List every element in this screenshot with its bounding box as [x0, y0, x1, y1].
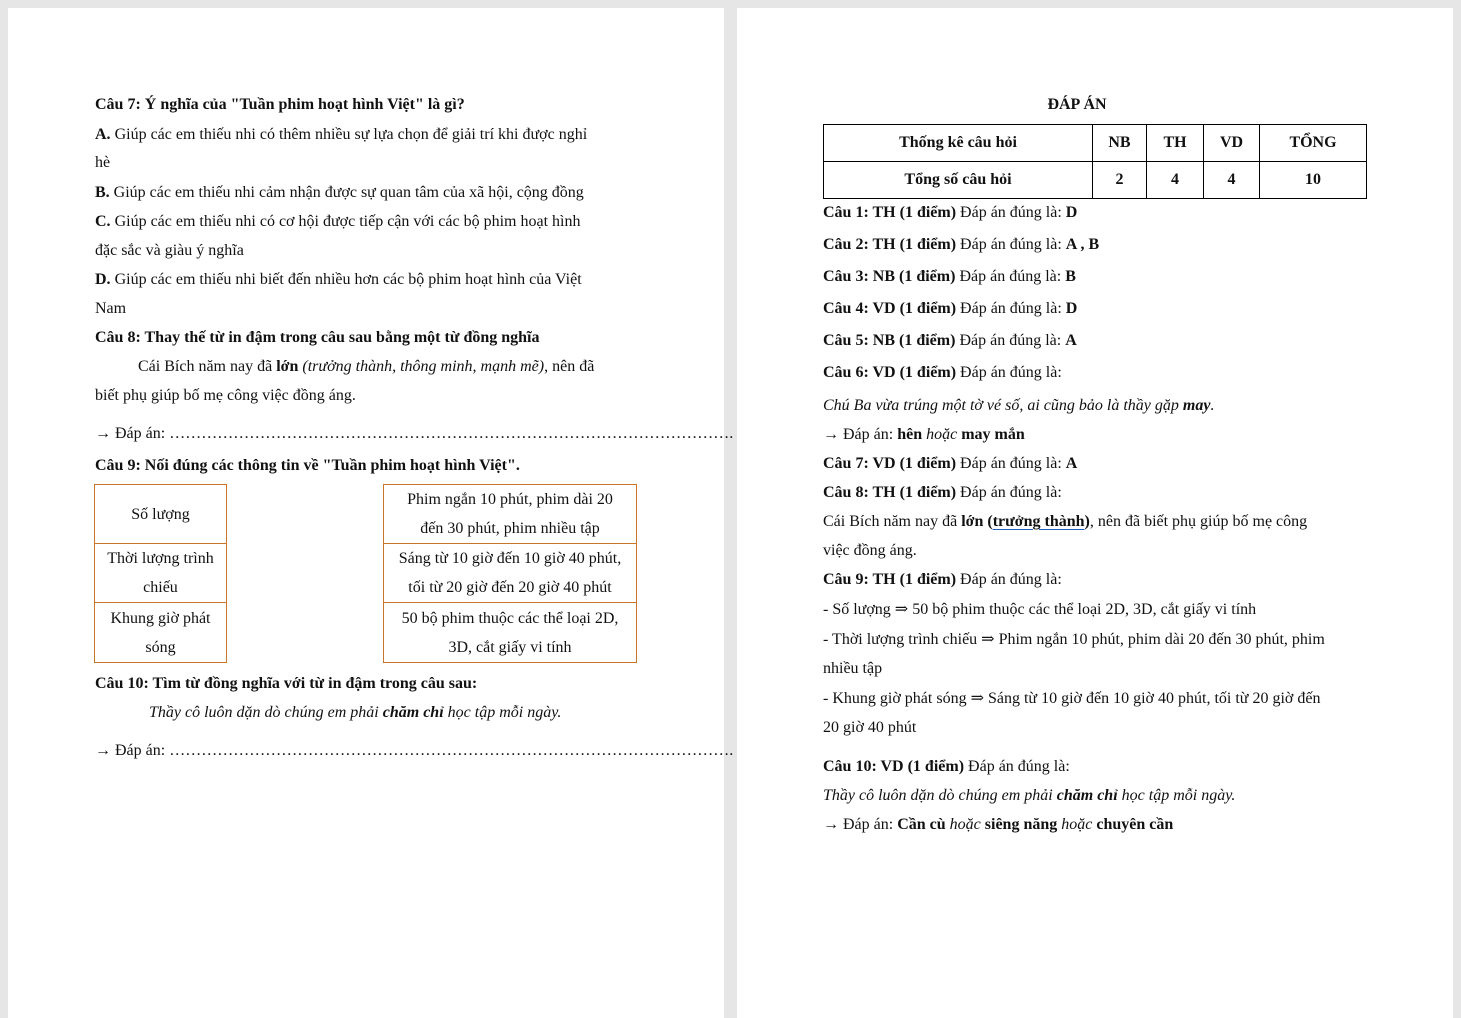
q7-option-c	[95, 212, 580, 232]
answer-text: Đáp án đúng là:	[956, 484, 1062, 501]
answer-text: Đáp án đúng là:	[956, 300, 1066, 317]
answer-value: D	[1065, 204, 1078, 221]
answer-value: A	[1065, 455, 1078, 472]
q6-text-tail: .	[1210, 397, 1215, 414]
answer-q5	[823, 331, 1077, 351]
q10-answer-3: chuyên cần	[1096, 816, 1174, 833]
q9-right-item[interactable]	[383, 602, 637, 663]
q8-answer-line	[95, 424, 733, 444]
q10-answer-label: → Đáp án:	[823, 816, 898, 833]
q8-text: Cái Bích năm nay đã	[138, 358, 277, 375]
q7-b-label: B.	[95, 184, 110, 201]
stats-header-cell: TH	[1147, 125, 1204, 162]
q9-right-item-line2: 3D, cắt giấy vi tính	[448, 638, 572, 656]
q7-a-text: Giúp các em thiếu nhi có thêm nhiều sự lựa chọn để giải trí khi được nghỉ	[110, 126, 588, 143]
q9-right-item-line1: Phim ngắn 10 phút, phim dài 20	[407, 491, 613, 508]
answer-label: Câu 6: VD (1 điểm)	[823, 364, 957, 381]
answer-text: Đáp án đúng là:	[956, 204, 1066, 221]
q9-left-item-line2: sóng	[145, 638, 176, 656]
q7-d-text: Giúp các em thiếu nhi biết đến nhiều hơn các bộ phim hoạt hình của Việt	[110, 271, 582, 288]
q6-answer-label: → Đáp án:	[823, 426, 898, 443]
answer-label: Câu 9: TH (1 điểm)	[823, 571, 957, 588]
q8-bold-word: lớn	[276, 358, 299, 375]
q9-right-item-line1: 50 bộ phim thuộc các thể loại 2D,	[401, 609, 619, 627]
q10-text: Thầy cô luôn dặn dò chúng em phải	[823, 787, 1057, 804]
question-8-title: Câu 8: Thay thế từ in đậm trong câu sau bằng một từ đồng nghĩa	[95, 329, 540, 346]
stats-cell: Tổng số câu hỏi	[824, 162, 1093, 199]
q6-or: hoặc	[922, 426, 962, 443]
q8-sentence	[138, 357, 594, 377]
q7-c-continuation: đặc sắc và giàu ý nghĩa	[95, 242, 244, 259]
q6-answer-2: may mắn	[961, 426, 1025, 443]
question-7-title: Câu 7: Ý nghĩa của "Tuần phim hoạt hình Việt" là gì?	[95, 96, 465, 113]
q9-right-item-line2: tối từ 20 giờ đến 20 giờ 40 phút	[408, 579, 612, 596]
stats-cell: 10	[1260, 162, 1367, 199]
answer-text: Đáp án đúng là:	[955, 268, 1066, 285]
q10-answer-sentence	[823, 786, 1235, 806]
q9-left-item-line1: Số lượng	[131, 505, 190, 523]
q9-left-item-line1: Khung giờ phát	[110, 609, 211, 627]
answer-value: A	[1065, 332, 1077, 349]
stats-header-cell: VD	[1204, 125, 1260, 162]
answer-text: Đáp án đúng là:	[956, 455, 1066, 472]
q10-answer-1: Cần cù	[897, 816, 946, 833]
q9-match-3: - Khung giờ phát sóng ⇒ Sáng từ 10 giờ đến 10 giờ 40 phút, tối từ 20 giờ đến	[823, 690, 1321, 707]
q9-match-1: - Số lượng ⇒ 50 bộ phim thuộc các thể loại 2D, 3D, cắt giấy vi tính	[823, 601, 1257, 618]
q8-answer-label: → Đáp án:	[95, 425, 170, 442]
q7-d-label: D.	[95, 271, 111, 288]
q10-answer-line	[95, 741, 733, 761]
q7-b-text: Giúp các em thiếu nhi cảm nhận được sự quan tâm của xã hội, cộng đồng	[109, 184, 584, 201]
q10-answer-2: siêng năng	[984, 816, 1058, 833]
q9-right-item-line1: Sáng từ 10 giờ đến 10 giờ 40 phút,	[398, 550, 622, 567]
answer-q1	[823, 203, 1077, 223]
q9-match-3-continuation: 20 giờ 40 phút	[823, 719, 917, 736]
q9-right-item[interactable]	[383, 543, 637, 603]
q9-right-item[interactable]	[383, 484, 637, 544]
question-10-title: Câu 10: Tìm từ đồng nghĩa với từ in đậm trong câu sau:	[95, 675, 478, 692]
q9-left-item[interactable]	[94, 543, 227, 603]
answer-key-heading: ĐÁP ÁN	[1047, 96, 1107, 113]
answer-label: Câu 8: TH (1 điểm)	[823, 484, 957, 501]
q9-left-item[interactable]	[94, 484, 227, 544]
stats-cell: 4	[1204, 162, 1260, 199]
stats-header-row	[824, 125, 1367, 162]
q9-match-2-continuation: nhiều tập	[823, 660, 883, 677]
q6-sentence	[823, 396, 1214, 416]
q7-option-d	[95, 270, 582, 290]
answer-label: Câu 5: NB (1 điểm)	[823, 332, 956, 349]
answer-text: Đáp án đúng là:	[956, 364, 1062, 381]
q8-text-tail: , nên đã	[544, 358, 595, 375]
answer-label: Câu 4: VD (1 điểm)	[823, 300, 957, 317]
answer-text: Đáp án đúng là:	[956, 236, 1066, 253]
q7-c-label: C.	[95, 213, 111, 230]
answer-q9	[823, 570, 1062, 590]
answer-q4	[823, 299, 1077, 319]
answer-q3	[823, 267, 1076, 287]
answer-q6	[823, 363, 1062, 383]
stats-cell: 2	[1093, 162, 1147, 199]
answer-q8	[823, 483, 1062, 503]
stats-cell: 4	[1147, 162, 1204, 199]
q10-bold-word: chăm chỉ	[382, 704, 444, 721]
question-9-title: Câu 9: Nối đúng các thông tin về "Tuần phim hoạt hình Việt".	[95, 457, 520, 474]
answer-value: A , B	[1065, 236, 1100, 253]
answer-value: B	[1065, 268, 1076, 285]
q8-text: Cái Bích năm nay đã	[823, 513, 962, 530]
q7-option-b	[95, 183, 584, 203]
q8-answer-word: trưởng thành	[992, 513, 1085, 530]
q8-sentence-continuation: biết phụ giúp bố mẹ công việc đồng áng.	[95, 387, 356, 404]
q10-bold-word: chăm chỉ	[1056, 787, 1118, 804]
q10-sentence	[149, 703, 561, 723]
q9-right-item-line2: đến 30 phút, phim nhiều tập	[420, 520, 600, 537]
q10-text-tail: học tập mỗi ngày.	[443, 704, 562, 721]
q9-left-item[interactable]	[94, 602, 227, 663]
answer-text: Đáp án đúng là:	[955, 332, 1066, 349]
q6-answer-line	[823, 425, 1025, 445]
answer-text: Đáp án đúng là:	[956, 571, 1062, 588]
q10-or: hoặc	[1057, 816, 1097, 833]
q8-choices: (trưởng thành, thông minh, mạnh mẽ)	[298, 358, 545, 375]
answer-q2	[823, 235, 1099, 255]
stats-header-cell: Thống kê câu hỏi	[824, 125, 1093, 162]
q8-answer-blank[interactable]: …………………………………………………………………………………………….	[169, 425, 734, 442]
stats-data-row	[824, 162, 1367, 199]
answer-q7	[823, 454, 1077, 474]
q10-text-tail: học tập mỗi ngày.	[1117, 787, 1236, 804]
q10-text: Thầy cô luôn dặn dò chúng em phải	[149, 704, 383, 721]
document-page-right	[737, 8, 1453, 1018]
stats-header-cell: TỔNG	[1260, 125, 1367, 162]
question-stats-table	[823, 124, 1367, 199]
answer-label: Câu 3: NB (1 điểm)	[823, 268, 956, 285]
answer-text: Đáp án đúng là:	[964, 758, 1070, 775]
stats-header-cell: NB	[1093, 125, 1147, 162]
answer-q10	[823, 757, 1070, 777]
q6-text: Chú Ba vừa trúng một tờ vé số, ai cũng bảo là thầy gặp	[823, 397, 1183, 414]
answer-label: Câu 10: VD (1 điểm)	[823, 758, 965, 775]
q6-bold-word: may	[1182, 397, 1211, 414]
q8-bold-word: lớn (	[961, 513, 993, 530]
q7-option-a	[95, 125, 587, 145]
q7-d-continuation: Nam	[95, 300, 127, 317]
q8-answer-sentence	[823, 512, 1307, 532]
q6-answer-1: hên	[897, 426, 923, 443]
q7-a-label: A.	[95, 126, 111, 143]
q9-left-item-line2: chiếu	[143, 579, 178, 596]
q9-left-item-line1: Thời lượng trình	[107, 550, 214, 567]
q7-c-text: Giúp các em thiếu nhi có cơ hội được tiếp cận với các bộ phim hoạt hình	[110, 213, 581, 230]
document-page-left	[8, 8, 734, 1018]
answer-label: Câu 2: TH (1 điểm)	[823, 236, 957, 253]
answer-label: Câu 1: TH (1 điểm)	[823, 204, 957, 221]
q10-answer-line	[823, 815, 1173, 835]
q10-or: hoặc	[945, 816, 985, 833]
q8-close-paren: )	[1084, 513, 1090, 530]
q8-answer-continuation: việc đồng áng.	[823, 542, 917, 559]
q10-answer-blank[interactable]: …………………………………………………………………………………………….	[169, 742, 734, 759]
answer-value: D	[1065, 300, 1078, 317]
answer-label: Câu 7: VD (1 điểm)	[823, 455, 957, 472]
q10-answer-label: → Đáp án:	[95, 742, 170, 759]
q7-a-continuation: hè	[95, 154, 111, 171]
q9-match-2: - Thời lượng trình chiếu ⇒ Phim ngắn 10 phút, phim dài 20 đến 30 phút, phim	[823, 631, 1325, 648]
q8-text-tail: , nên đã biết phụ giúp bố mẹ công	[1089, 513, 1308, 530]
